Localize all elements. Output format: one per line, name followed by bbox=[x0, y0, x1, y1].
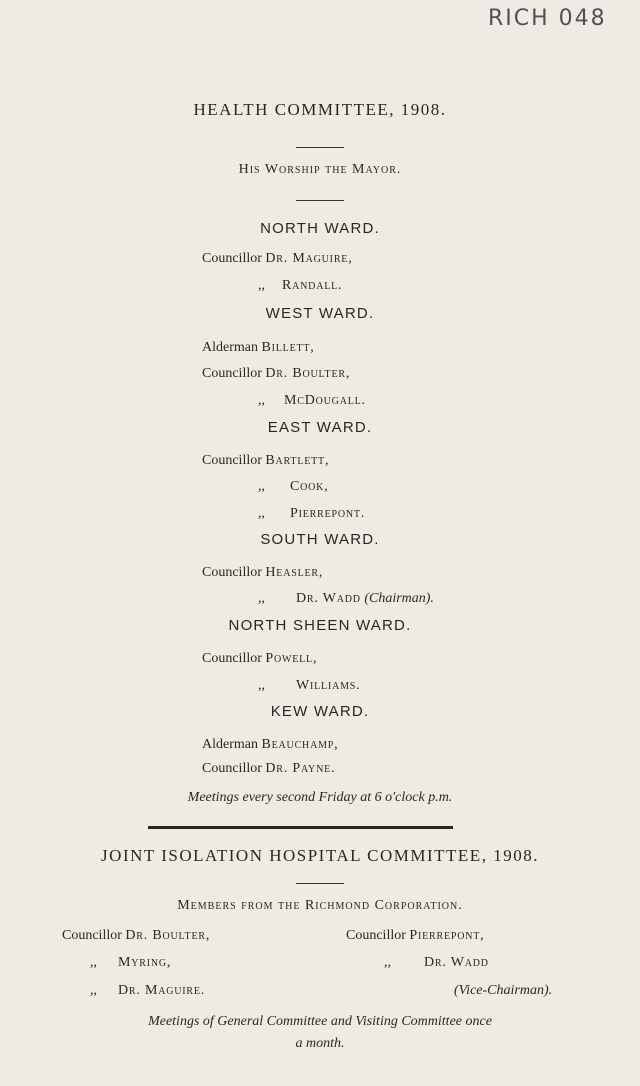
title-text: Councillor bbox=[202, 761, 262, 776]
member-line bbox=[202, 761, 335, 777]
member-name: Pierrepont. bbox=[290, 506, 366, 521]
ditto-mark: ,, bbox=[90, 955, 97, 970]
joint-meetings-note: Meetings of General Committee and Visiting Committee once bbox=[148, 1014, 492, 1029]
ward-heading-east: EAST WARD. bbox=[267, 419, 373, 436]
member-name: Myring, bbox=[118, 955, 172, 970]
member-name: Dr. Boulter, bbox=[125, 928, 211, 943]
ward-heading-north: NORTH WARD. bbox=[260, 220, 380, 237]
title-text: Alderman bbox=[202, 737, 258, 752]
member-name: Dr. Wadd bbox=[424, 955, 489, 970]
member-line bbox=[202, 651, 317, 667]
divider bbox=[296, 147, 344, 148]
ditto-mark: ,, bbox=[258, 591, 265, 606]
ward-heading-kew: KEW WARD. bbox=[270, 703, 370, 720]
health-committee-title: HEALTH COMMITTEE, 1908. bbox=[193, 100, 447, 119]
member-name: Dr. Maguire, bbox=[265, 251, 353, 266]
title-text: Councillor bbox=[202, 453, 262, 468]
health-meetings-note: Meetings every second Friday at 6 o'clock p.m. bbox=[187, 790, 453, 805]
title-text: Councillor bbox=[202, 651, 262, 666]
ditto-mark: ,, bbox=[258, 393, 265, 408]
title-text: Councillor bbox=[202, 366, 262, 381]
role-text: (Vice-Chairman). bbox=[454, 983, 553, 998]
title-text: Councillor bbox=[202, 565, 262, 580]
ditto-mark: ,, bbox=[258, 479, 265, 494]
member-line bbox=[296, 591, 434, 607]
member-name: Randall. bbox=[282, 278, 343, 293]
title-text: Councillor bbox=[346, 928, 406, 943]
ward-heading-west: WEST WARD. bbox=[265, 305, 375, 322]
title-text: Councillor bbox=[202, 251, 262, 266]
ditto-mark: ,, bbox=[90, 983, 97, 998]
member-line bbox=[202, 366, 350, 382]
member-name: Dr. Maguire. bbox=[118, 983, 206, 998]
members-heading: Members from the Richmond Corporation. bbox=[177, 898, 463, 913]
member-name: Cook, bbox=[290, 479, 329, 494]
divider bbox=[296, 883, 344, 884]
member-name: Powell, bbox=[265, 651, 318, 666]
role-text: (Chairman). bbox=[364, 591, 434, 606]
member-name: Dr. Wadd bbox=[296, 591, 361, 606]
member-name: Bartlett, bbox=[265, 453, 330, 468]
member-line bbox=[346, 928, 484, 944]
title-text: Alderman bbox=[202, 340, 258, 355]
ditto-mark: ,, bbox=[258, 678, 265, 693]
member-name: Beauchamp, bbox=[261, 737, 339, 752]
member-name: Billett, bbox=[261, 340, 315, 355]
member-name: Pierrepont, bbox=[409, 928, 485, 943]
member-name: Williams. bbox=[296, 678, 361, 693]
member-name: Dr. Boulter, bbox=[265, 366, 351, 381]
ditto-mark: ,, bbox=[384, 955, 391, 970]
divider bbox=[296, 200, 344, 201]
joint-committee-title: JOINT ISOLATION HOSPITAL COMMITTEE, 1908. bbox=[101, 846, 539, 865]
ditto-mark: ,, bbox=[258, 278, 265, 293]
member-line bbox=[202, 340, 315, 356]
member-line bbox=[202, 251, 353, 267]
member-name: Heasler, bbox=[265, 565, 324, 580]
member-line bbox=[62, 928, 210, 944]
member-line bbox=[202, 565, 323, 581]
member-line bbox=[202, 737, 338, 753]
joint-meetings-note-cont: a month. bbox=[295, 1036, 345, 1051]
mayor-line: His Worship the Mayor. bbox=[238, 162, 402, 177]
ditto-mark: ,, bbox=[258, 506, 265, 521]
reference-number: RICH 048 bbox=[488, 6, 607, 31]
ward-heading-south: SOUTH WARD. bbox=[260, 531, 380, 548]
member-line bbox=[202, 453, 329, 469]
ward-heading-north-sheen: NORTH SHEEN WARD. bbox=[228, 617, 412, 634]
member-name: McDougall. bbox=[284, 393, 366, 408]
member-name: Dr. Payne. bbox=[265, 761, 336, 776]
section-divider bbox=[148, 826, 453, 829]
title-text: Councillor bbox=[62, 928, 122, 943]
